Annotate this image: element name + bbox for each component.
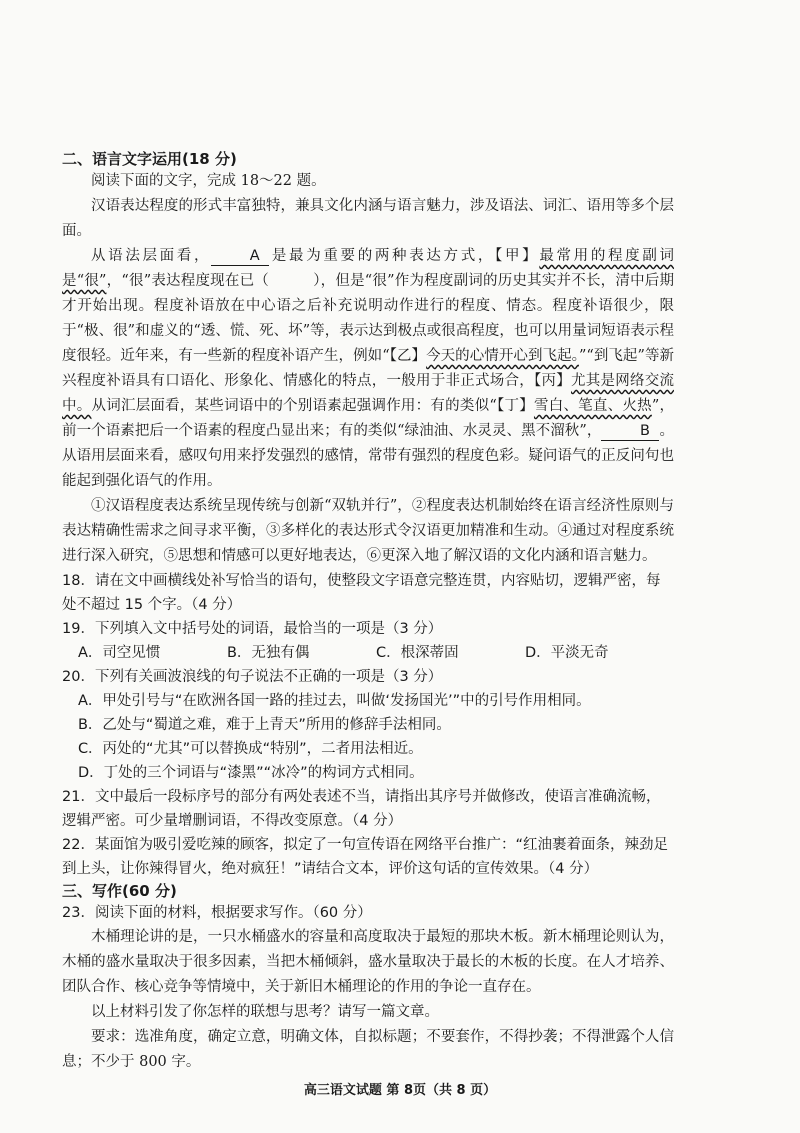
question-18: 18．请在文中画横线处补写恰当的语句，使整段文字语意完整连贯，内容贴切，逻辑严密，每处不超过 15 个字。（4 分）	[62, 573, 661, 613]
section-3-title: 三、写作(60 分)	[62, 882, 177, 900]
passage-text: ”“到飞起”等新兴程度补语具有口语化、形象化、情感化的特点，一般用于非正式场合，【丙】	[62, 348, 675, 389]
option-a: A．司空见惯	[77, 645, 161, 661]
writing-prompt: 以上材料引发了你怎样的联想与思考？请写一篇文章。	[91, 1004, 439, 1020]
option-d: D．丁处的三个词语与“漆黑”“冰冷”的构词方式相同。	[77, 765, 424, 781]
passage-text: ），但是“很”作为程度副词的历史其实并不长，清中后期才开始出现。程度补语放在中心语之后补充说明动作进行的程度、情态。程度补语很少，限于“极、很”和虚义的“透、慌、死、坏”等，表示达到极点或很高程度，也可以用量词短语表示程度很轻。近年来，有一些新的程度补语产生，例如“【乙】	[62, 273, 674, 364]
section-2-title: 二、语言文字运用(18 分)	[62, 150, 237, 168]
question-21: 21．文中最后一段标序号的部分有两处表述不当，请指出其序号并做修改，使语言准确流畅，逻辑严密。可少量增删词语，不得改变原意。（4 分）	[62, 789, 661, 829]
blank-a: A	[211, 247, 269, 266]
wavy-bing: 尤其是网络交流中。	[62, 373, 674, 414]
option-c: C．根深蒂固	[375, 645, 459, 661]
wavy-jia: 最常用的程度副词是“很”	[62, 248, 675, 289]
question-19-options	[62, 641, 674, 665]
passage-text: ”，前一个语素把后一个语素的程度凸显出来；有的类似“绿油油、水灵灵、黑不溜秋”，	[62, 398, 675, 439]
option-b: B．无独有偶	[226, 645, 310, 661]
question-19-stem: 19．下列填入文中括号处的词语，最恰当的一项是（3 分）	[62, 621, 443, 637]
question-20-stem: 20．下列有关画波浪线的句子说法不正确的一项是（3 分）	[62, 669, 443, 685]
passage-text: 。从语用层面来看，感叹句用来抒发强烈的感情，常带有强烈的程度色彩。疑问语气的正反问句也能起到强化语气的作用。	[62, 423, 675, 489]
passage-text: ，“很”表达程度现在已（	[106, 273, 269, 289]
option-d: D．平淡无奇	[524, 645, 609, 661]
passage-paragraph-3: ①汉语程度表达系统呈现传统与创新“双轨并行”，②程度表达机制始终在语言经济性原则与表达精确性需求之间寻求平衡，③多样化的表达形式令汉语更加精准和生动。④通过对程度系统进行深入研究，⑤思想和情感可以更好地表达，⑥更深入地了解汉语的文化内涵和语言魅力。	[62, 498, 674, 564]
option-a: A．甲处引号与“在欧洲各国一路的挂过去，叫做‘发扬国光’”中的引号作用相同。	[77, 693, 591, 709]
option-b: B．乙处与“蜀道之难，难于上青天”所用的修辞手法相同。	[77, 717, 451, 733]
blank-b: B	[601, 422, 659, 441]
wavy-yi: 今天的心情开心到飞起。	[426, 348, 579, 364]
writing-material: 木桶理论讲的是，一只水桶盛水的容量和高度取决于最短的那块木板。新木桶理论则认为，木桶的盛水量取决于很多因素，当把木桶倾斜，盛水量取决于最长的木板的长度。在人才培养、团队合作、核心竞争等情境中，关于新旧木桶理论的作用的争论一直存在。	[62, 929, 674, 995]
passage-paragraph-2	[62, 244, 674, 494]
reading-instruction: 阅读下面的文字，完成 18～22 题。	[91, 173, 326, 189]
exam-content	[62, 149, 674, 1075]
passage-text: 从语法层面看，	[91, 248, 212, 264]
page-footer: 高三语文试题 第 8页（共 8 页）	[303, 1083, 497, 1098]
option-c: C．丙处的“尤其”可以替换成“特别”，二者用法相近。	[77, 741, 423, 757]
writing-requirements: 要求：选准角度，确定立意，明确文体，自拟标题；不要套作，不得抄袭；不得泄露个人信息；不少于 800 字。	[62, 1029, 674, 1070]
passage-text: 从词汇层面看，某些词语中的个别语素起强调作用：有的类似“【丁】	[91, 398, 534, 414]
question-23: 23．阅读下面的材料，根据要求写作。（60 分）	[62, 905, 372, 921]
passage-text: 是最为重要的两种表达方式，【甲】	[269, 248, 540, 264]
passage-paragraph-1: 汉语表达程度的形式丰富独特，兼具文化内涵与语言魅力，涉及语法、词汇、语用等多个层面。	[62, 198, 674, 239]
question-22: 22．某面馆为吸引爱吃辣的顾客，拟定了一句宣传语在网络平台推广：“红油裹着面条，辣劲足到上头，让你辣得冒火，绝对疯狂！”请结合文本，评价这句话的宣传效果。（4 分）	[62, 837, 668, 877]
wavy-ding: 雪白、笔直、火热	[533, 398, 652, 414]
